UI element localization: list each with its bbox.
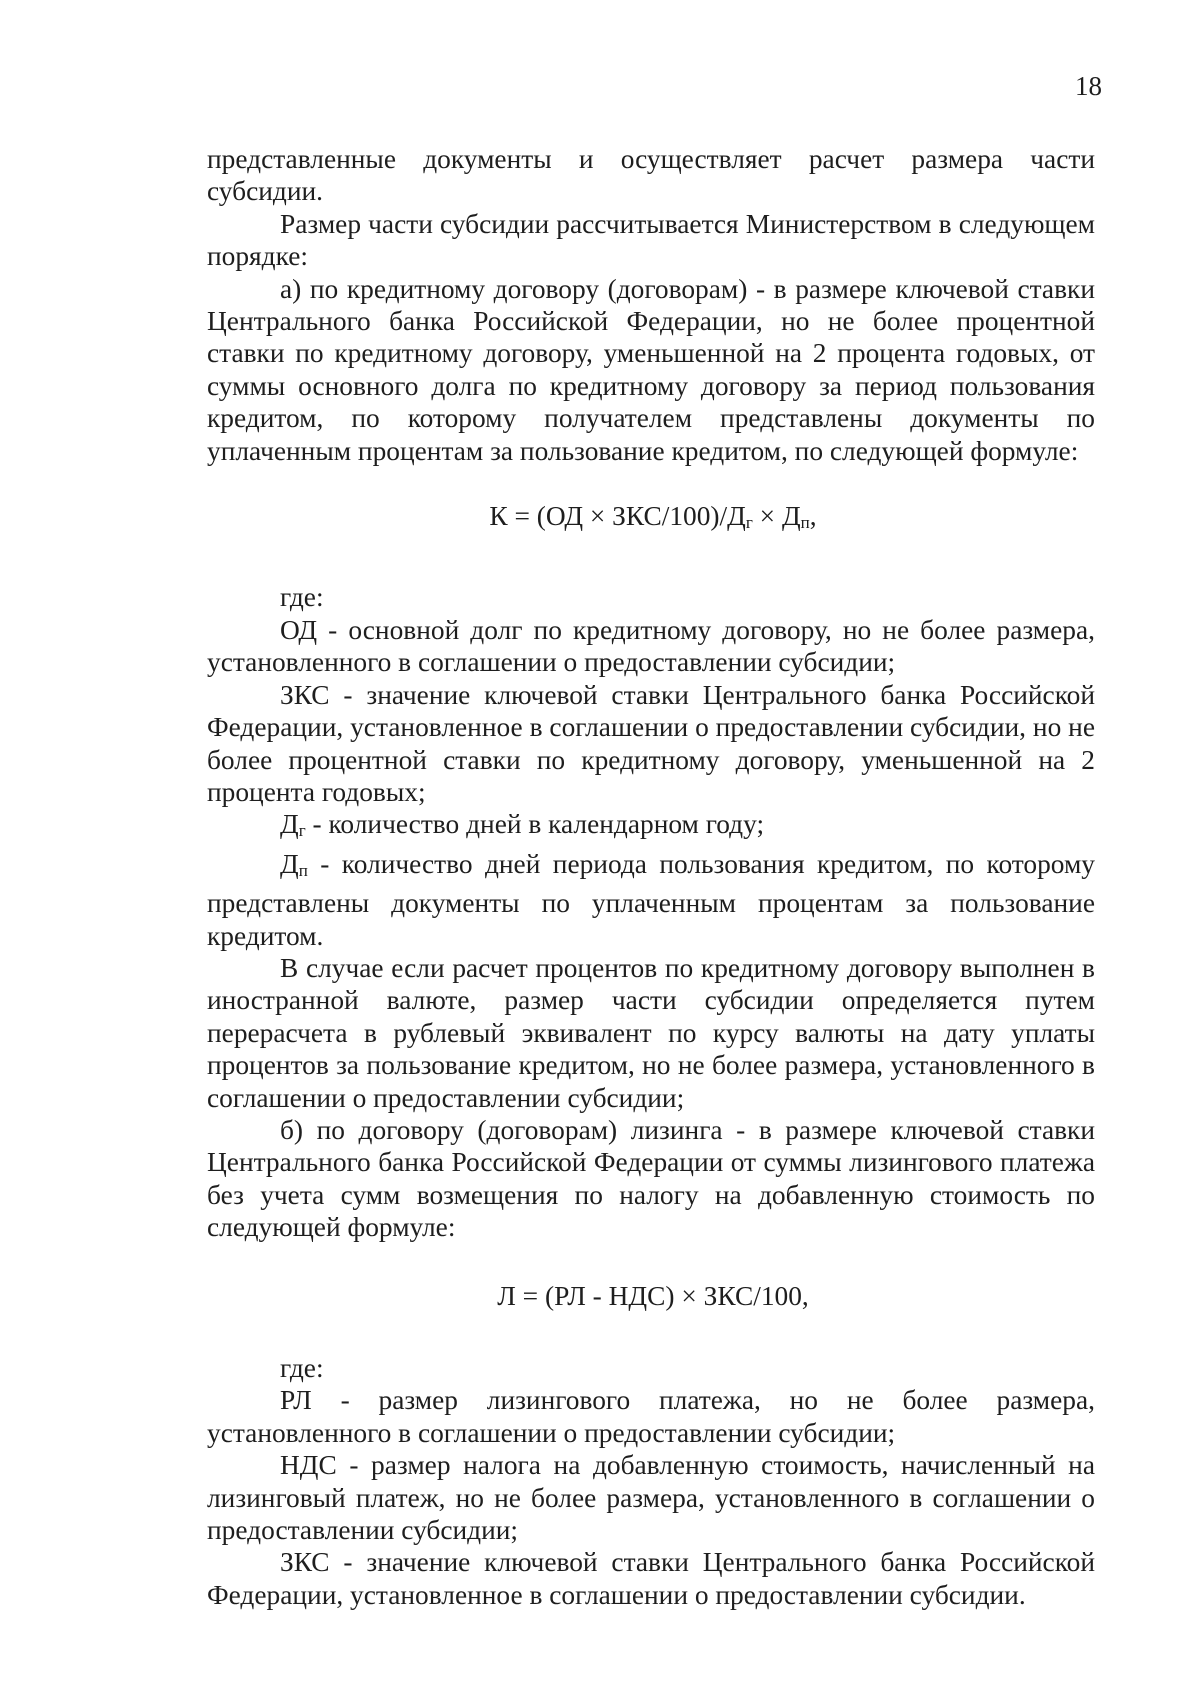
definition-nds: НДС - размер налога на добавленную стоимость, начисленный на лизинговый платеж, но не более размера, установленного в соглашении о предоставлении субсидии;: [207, 1450, 1095, 1546]
definition-dg: [207, 808, 1095, 847]
definition-zks-2: ЗКС - значение ключевой ставки Центрального банка Российской Федерации, установленное в соглашении о предоставлении субсидии.: [207, 1547, 1095, 1610]
paragraph-item-b: б) по договору (договорам) лизинга - в размере ключевой ставки Центрального банка Российской Федерации от суммы лизингового платежа без учета сумм возмещения по налогу на добавленную стоимость по следующей формуле:: [207, 1114, 1095, 1243]
definition-dg-text: - количество дней в календарном году;: [305, 809, 765, 840]
where-label-2: где:: [280, 1353, 324, 1383]
where-label-1: где:: [280, 582, 324, 613]
formula-credit: [207, 500, 1095, 539]
definition-od: ОД - основной долг по кредитному договору, но не более размера, установленного в соглашении о предоставлении субсидии;: [207, 614, 1095, 678]
formula-credit-end: ,: [809, 501, 817, 532]
page-number: 18: [1075, 71, 1102, 101]
definition-zks-1: ЗКС - значение ключевой ставки Центрального банка Российской Федерации, установленное в соглашении о предоставлении субсидии, но не более процентной ставки по кредитному договору, уменьшенной на 2 процента годовых;: [207, 679, 1095, 807]
formula-leasing: Л = (РЛ - НДС) × ЗКС/100,: [497, 1280, 809, 1311]
definition-dp-symbol: Д: [280, 848, 299, 879]
definition-rl: РЛ - размер лизингового платежа, но не более размера, установленного в соглашении о предоставлении субсидии;: [207, 1385, 1095, 1448]
document-body: [207, 143, 1095, 1611]
paragraph-continuation: представленные документы и осуществляет расчет размера части субсидии.: [207, 144, 1095, 207]
definition-dg-sub: г: [298, 821, 306, 841]
formula-credit-main: К = (ОД × ЗКС/100)/Д: [489, 501, 746, 532]
definition-dp-text: - количество дней периода пользования кредитом, по которому представлены документы по уплаченным процентам за пользование кредитом.: [207, 848, 1095, 951]
formula-credit-sub-p: п: [800, 513, 810, 533]
paragraph-calculation-order: Размер части субсидии рассчитывается Министерством в следующем порядке:: [207, 208, 1095, 272]
definition-dp-sub: п: [298, 860, 308, 880]
formula-credit-sub-g: г: [745, 513, 753, 533]
definition-dg-symbol: Д: [280, 809, 299, 840]
definition-dp: [207, 848, 1095, 952]
paragraph-foreign-currency: В случае если расчет процентов по кредитному договору выполнен в иностранной валюте, размер части субсидии определяется путем перерасчета в рублевый эквивалент по курсу валюты на дату уплаты процентов за пользование кредитом, но не более размера, установленного в соглашении о предоставлении субсидии;: [207, 952, 1095, 1113]
paragraph-item-a: а) по кредитному договору (договорам) - в размере ключевой ставки Центрального банка Российской Федерации, но не более процентной ставки по кредитному договору, уменьшенной на 2 процента годовых, от суммы основного долга по кредитному договору за период пользования кредитом, по которому получателем представлены документы по уплаченным процентам за пользование кредитом, по следующей формуле:: [207, 273, 1095, 466]
formula-credit-mid: × Д: [752, 501, 801, 532]
